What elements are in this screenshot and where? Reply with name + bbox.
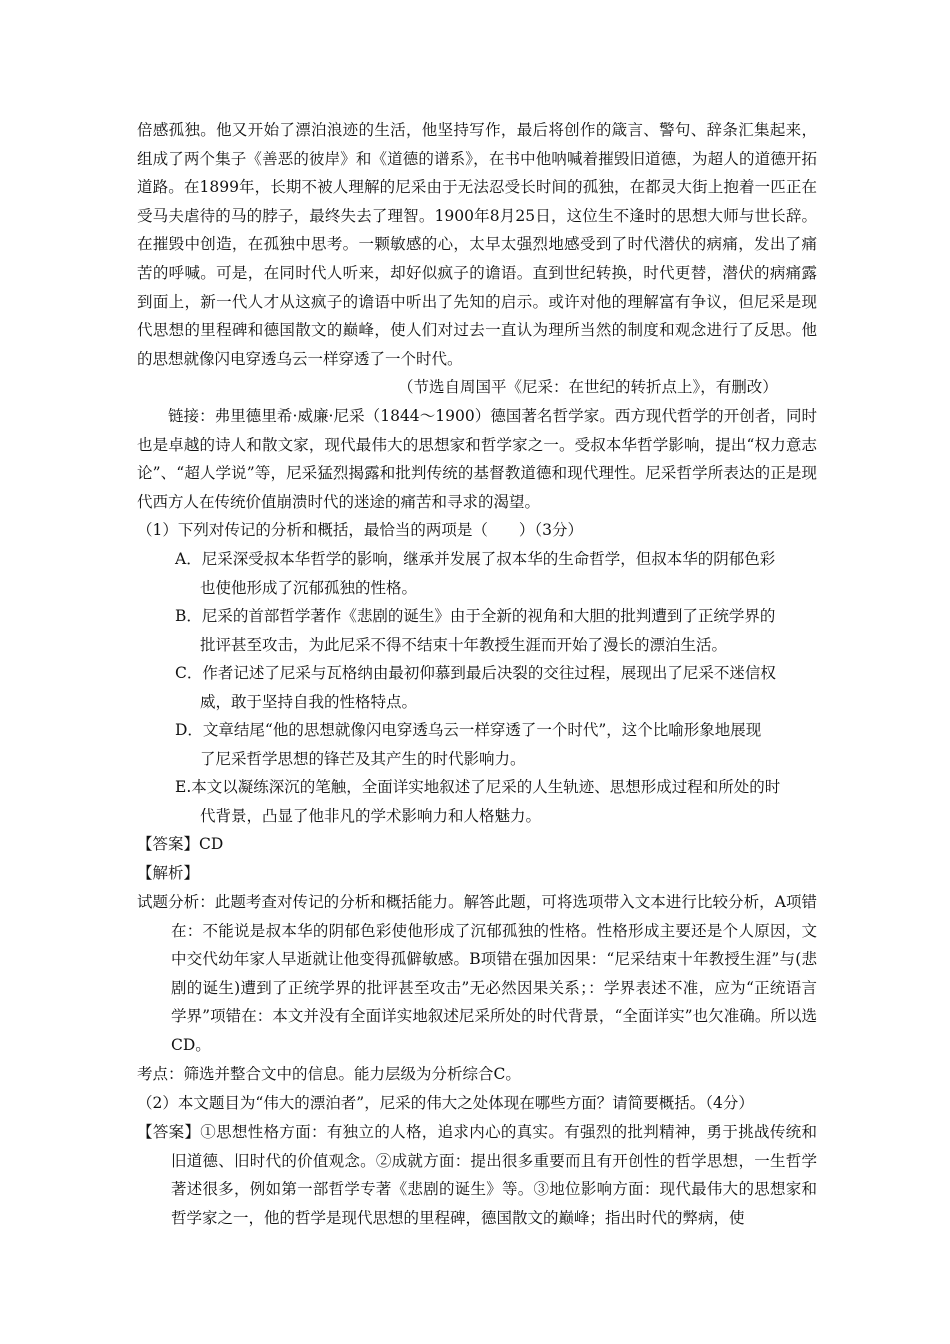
option-e-line1: E.本文以凝练深沉的笔触，全面详实地叙述了尼采的人生轨迹、思想形成过程和所处的时 [175, 778, 781, 796]
question-1-stem: （1）下列对传记的分析和概括，最恰当的两项是（ ）（3分） [137, 521, 583, 539]
question-2-stem: （2）本文题目为“伟大的漂泊者”，尼采的伟大之处体现在哪些方面？请简要概括。（4分） [137, 1094, 754, 1112]
question-1-answer: 【答案】CD [137, 835, 224, 853]
question-1-analysis [137, 888, 817, 1060]
link-note: 链接：弗里德里希·威廉·尼采（1844～1900）德国著名哲学家。西方现代哲学的开创者，同时也是卓越的诗人和散文家，现代最伟大的思想家和哲学家之一。受叔本华哲学影响，提出“权力意志论”、“超人学说”等，尼采猛烈揭露和批判传统的基督教道德和现代理性。尼采哲学所表达的正是现代西方人在传统价值崩溃时代的迷途的痛苦和寻求的渴望。 [137, 407, 817, 511]
option-c-line2: 威，敢于坚持自我的性格特点。 [200, 692, 418, 711]
question-2-answer [137, 1118, 817, 1232]
option-b [175, 602, 817, 659]
analysis-text: 试题分析：此题考查对传记的分析和概括能力。解答此题，可将选项带入文本进行比较分析，A项错在：不能说是叔本华的阴郁色彩使他形成了沉郁孤独的性格。性格形成主要还是个人原因，文中交代幼年家人早逝就让他变得孤僻敏感。B项错在强加因果：“尼采结束十年教授生涯”与(悲剧的诞生)遭到了正统学界的批评甚至攻击”无必然因果关系；：学界表述不准，应为“正统语言学界”项错在：本文并没有全面详实地叙述尼采所处的时代背景，“全面详实”也欠准确。所以选CD。 [137, 893, 817, 1054]
source-citation: （节选自周国平《尼采：在世纪的转折点上》，有删改） [398, 378, 778, 396]
option-b-line2: 批评甚至攻击，为此尼采不得不结束十年教授生涯而开始了漫长的漂泊生活。 [200, 635, 728, 654]
passage-paragraph: 倍感孤独。他又开始了漂泊浪迹的生活，他坚持写作，最后将创作的箴言、警句、辞条汇集起来，组成了两个集子《善恶的彼岸》和《道德的谱系》，在书中他呐喊着摧毁旧道德，为超人的道德开拓道路。在1899年，长期不被人理解的尼采由于无法忍受长时间的孤独，在都灵大街上抱着一匹正在受马夫虐待的马的脖子，最终失去了理智。1900年8月25日，这位生不逢时的思想大师与世长辞。在摧毁中创造，在孤独中思考。一颗敏感的心，太早太强烈地感受到了时代潜伏的病痛，发出了痛苦的呼喊。可是，在同时代人听来，却好似疯子的谵语。直到世纪转换，时代更替，潜伏的病痛露到面上，新一代人才从这疯子的谵语中听出了先知的启示。或许对他的理解富有争议，但尼采是现代思想的里程碑和德国散文的巅峰，使人们对过去一直认为理所当然的制度和观念进行了反思。他的思想就像闪电穿透乌云一样穿透了一个时代。 [137, 121, 817, 368]
option-d-line2: 了尼采哲学思想的锋芒及其产生的时代影响力。 [200, 749, 526, 768]
option-e-line2: 代背景，凸显了他非凡的学术影响力和人格魅力。 [200, 806, 542, 825]
option-a-line1: A．尼采深受叔本华哲学的影响，继承并发展了叔本华的生命哲学，但叔本华的阴郁色彩 [175, 550, 776, 568]
option-e [175, 773, 817, 830]
option-b-line1: B．尼采的首部哲学著作《悲剧的诞生》由于全新的视角和大胆的批判遭到了正统学界的 [175, 607, 776, 625]
option-a [175, 545, 817, 602]
question-1-kaodian: 考点：筛选并整合文中的信息。能力层级为分析综合C。 [137, 1065, 521, 1083]
option-d [175, 716, 817, 773]
question-2-answer-text: ①思想性格方面：有独立的人格，追求内心的真实。有强烈的批判精神，勇于挑战传统和旧道德、旧时代的价值观念。②成就方面：提出很多重要而且有开创性的哲学思想，一生哲学著述很多，例如第一部哲学专著《悲剧的诞生》等。③地位影响方面：现代最伟大的思想家和哲学家之一，他的哲学是现代思想的里程碑，德国散文的巅峰；指出时代的弊病，使 [171, 1123, 817, 1227]
question-2-answer-label: 【答案】 [137, 1123, 201, 1141]
question-1-analysis-label: 【解析】 [137, 864, 200, 882]
option-c-line1: C．作者记述了尼采与瓦格纳由最初仰慕到最后决裂的交往过程，展现出了尼采不迷信权 [175, 664, 776, 682]
option-c [175, 659, 817, 716]
option-d-line1: D．文章结尾“他的思想就像闪电穿透乌云一样穿透了一个时代”，这个比喻形象地展现 [175, 721, 762, 739]
option-a-line2: 也使他形成了沉郁孤独的性格。 [200, 578, 418, 597]
